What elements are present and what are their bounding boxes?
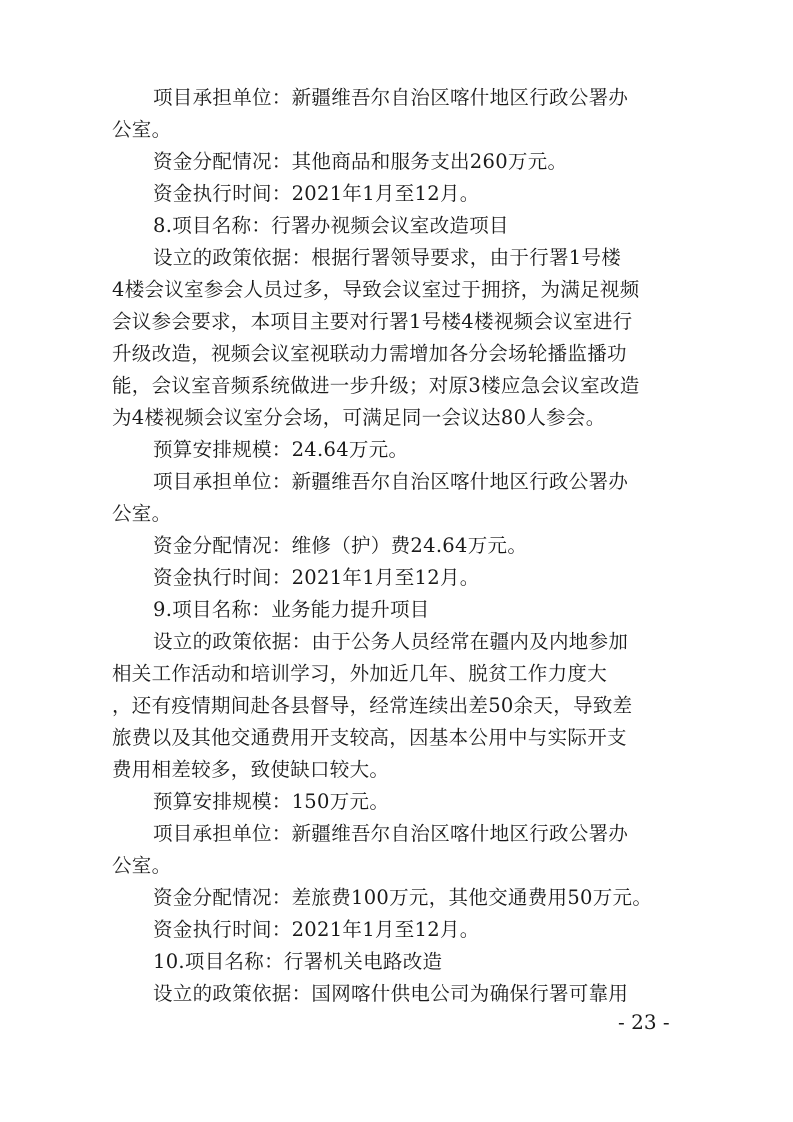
- page-number: - 23 -: [618, 1010, 670, 1034]
- text-line: 项目承担单位：新疆维吾尔自治区喀什地区行政公署办: [153, 86, 629, 109]
- text-line: 能，会议室音频系统做进一步升级；对原3楼应急会议室改造: [112, 374, 640, 397]
- text-line: 预算安排规模：24.64万元。: [153, 438, 409, 461]
- text-line: 会议参会要求，本项目主要对行署1号楼4楼视频会议室进行: [112, 310, 633, 333]
- text-line: 项目承担单位：新疆维吾尔自治区喀什地区行政公署办: [153, 822, 629, 845]
- text-line: 设立的政策依据：根据行署领导要求，由于行署1号楼: [153, 246, 622, 269]
- text-line: 升级改造，视频会议室视联动力需增加各分会场轮播监播功: [112, 342, 627, 365]
- text-line: 资金分配情况：维修（护）费24.64万元。: [153, 534, 528, 557]
- text-line: 公室。: [112, 854, 172, 877]
- text-line: 设立的政策依据：国网喀什供电公司为确保行署可靠用: [153, 982, 629, 1005]
- text-line: 预算安排规模：150万元。: [153, 790, 390, 813]
- text-line: 资金分配情况：差旅费100万元，其他交通费用50万元。: [153, 886, 653, 909]
- text-line: 相关工作活动和培训学习，外加近几年、脱贫工作力度大: [112, 662, 608, 685]
- text-line: 资金分配情况：其他商品和服务支出260万元。: [153, 150, 568, 173]
- text-line: 9.项目名称：业务能力提升项目: [153, 598, 430, 621]
- text-line: ，还有疫情期间赴各县督导，经常连续出差50余天，导致差: [112, 694, 633, 717]
- text-line: 资金执行时间：2021年1月至12月。: [153, 182, 480, 205]
- text-line: 费用相差较多，致使缺口较大。: [112, 758, 390, 781]
- text-line: 公室。: [112, 502, 172, 525]
- text-line: 项目承担单位：新疆维吾尔自治区喀什地区行政公署办: [153, 470, 629, 493]
- text-line: 8.项目名称：行署办视频会议室改造项目: [153, 214, 509, 237]
- text-line: 为4楼视频会议室分会场，可满足同一会议达80人参会。: [112, 406, 606, 429]
- text-line: 资金执行时间：2021年1月至12月。: [153, 566, 480, 589]
- text-line: 资金执行时间：2021年1月至12月。: [153, 918, 480, 941]
- text-line: 10.项目名称：行署机关电路改造: [153, 950, 443, 973]
- text-line: 旅费以及其他交通费用开支较高，因基本公用中与实际开支: [112, 726, 627, 749]
- text-line: 4楼会议室参会人员过多，导致会议室过于拥挤，为满足视频: [112, 278, 640, 301]
- text-line: 设立的政策依据：由于公务人员经常在疆内及内地参加: [153, 630, 629, 653]
- text-line: 公室。: [112, 118, 172, 141]
- body-text: [112, 82, 682, 1010]
